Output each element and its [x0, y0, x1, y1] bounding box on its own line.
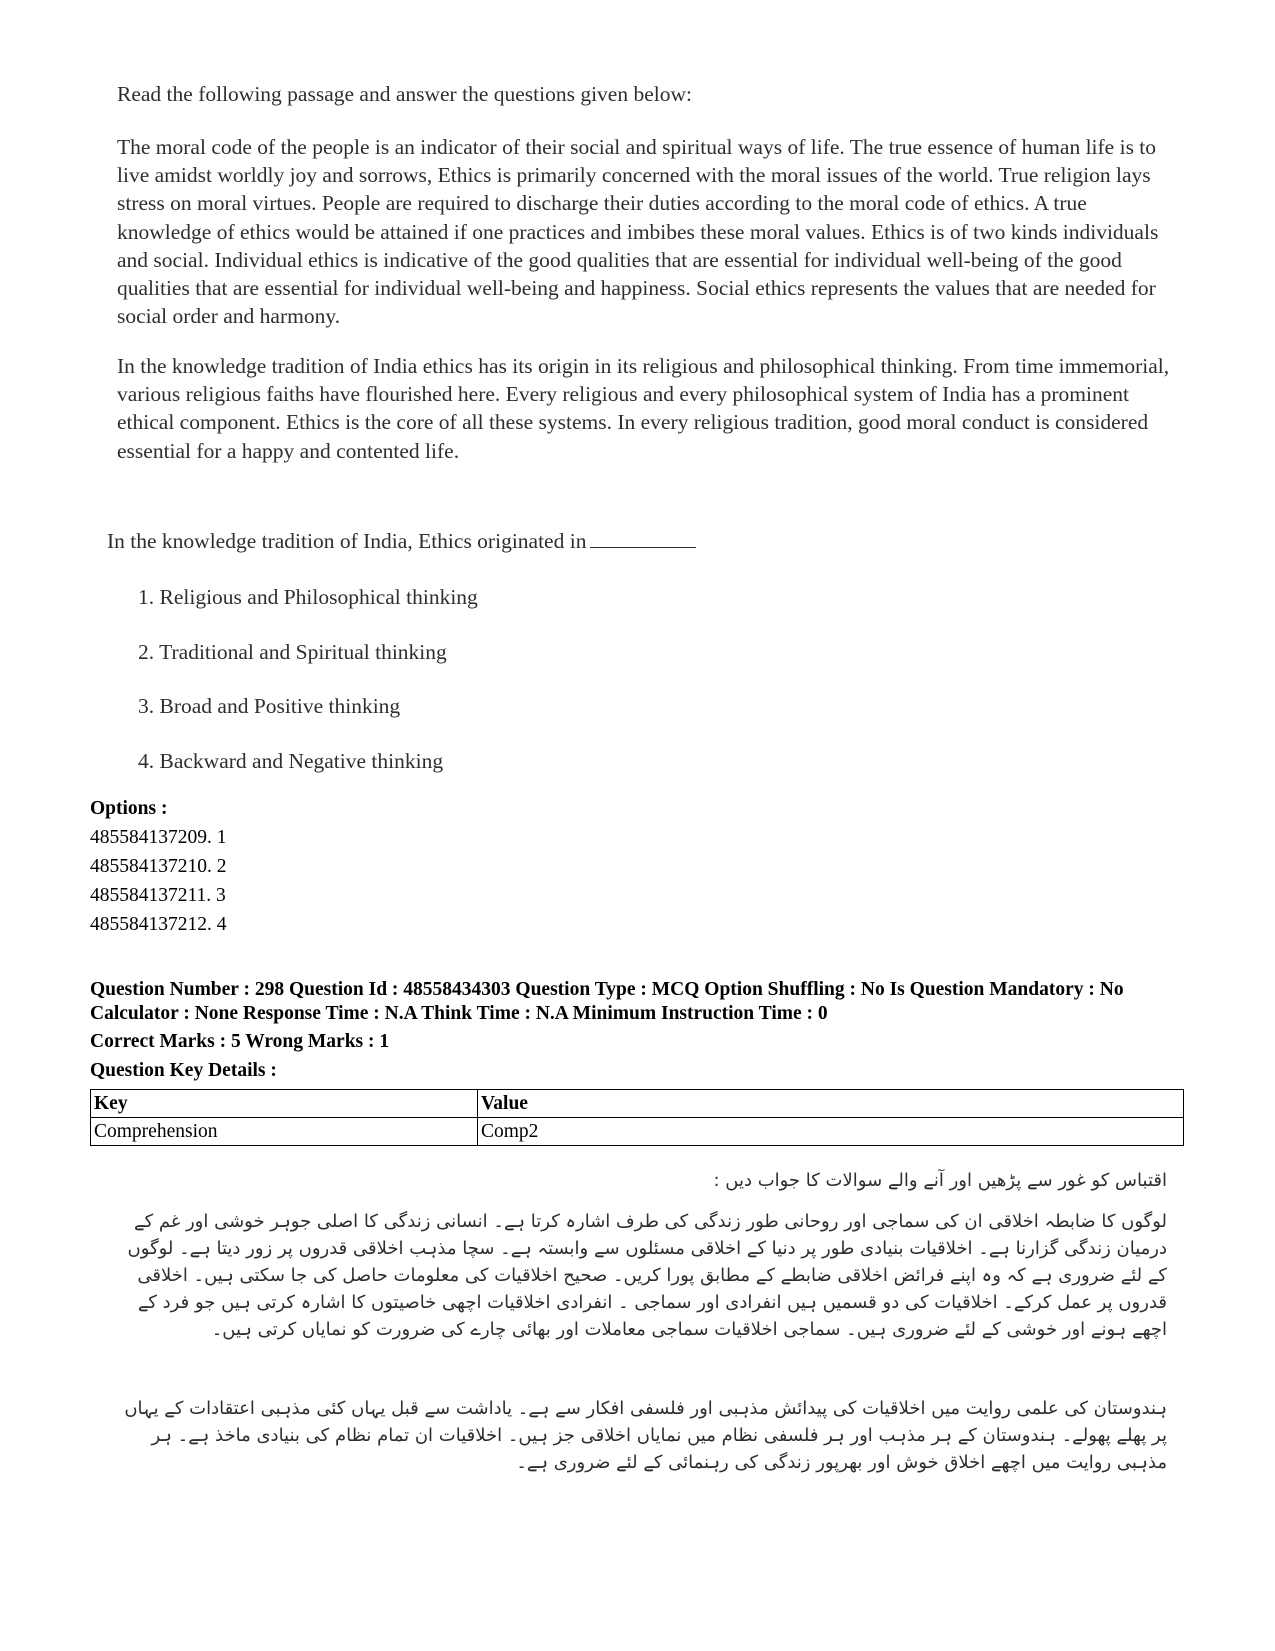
question-stem — [107, 529, 696, 554]
options-heading: Options : — [90, 798, 168, 819]
option-id-4: 485584137212. 4 — [90, 914, 227, 935]
question-text: In the knowledge tradition of India, Ethics originated in — [107, 529, 587, 553]
option-id-3: 485584137211. 3 — [90, 885, 226, 906]
question-metadata: Question Number : 298 Question Id : 48558434303 Question Type : MCQ Option Shuffling : No Is Question Mandatory : No Calculator : None Response Time : N.A Think Time : N.A Minimum Instruction Time : 0 — [90, 979, 1124, 1024]
urdu-instruction: اقتباس کو غور سے پڑھیں اور آنے والے سوالات کا جواب دیں : — [713, 1170, 1167, 1191]
option-id-1: 485584137209. 1 — [90, 827, 227, 848]
answer-blank — [590, 529, 696, 548]
marks-line: Correct Marks : 5 Wrong Marks : 1 — [90, 1031, 390, 1052]
choice-1: 1. Religious and Philosophical thinking — [138, 585, 478, 609]
table-header-key: Key — [91, 1090, 478, 1118]
urdu-paragraph-1: لوگوں کا ضابطہ اخلاقی ان کی سماجی اور روحانی طور زندگی کی طرف اشارہ کرتا ہے۔ انسانی زندگی کا اصلی جوہر خوشی اور غم کے درمیان زندگی گزارنا ہے۔ اخلاقیات بنیادی طور پر دنیا کے اخلاقی مسئلوں سے وابستہ ہے۔ سچا مذہب اخلاقی قدروں پر زور دیتا ہے۔ لوگوں کے لئے ضروری ہے کہ وہ اپنے فرائض اخلاقی ضابطے کے مطابق پورا کریں۔ صحیح اخلاقیات کی معلومات حاصل کی جا سکتی ہیں۔ اخلاقی قدروں پر عمل کرکے۔ اخلاقیات کی دو قسمیں ہیں انفرادی اور سماجی ۔ انفرادی اخلاقیات اچھی خاصیتوں کا اشارہ کرتی ہیں جو فرد کے اچھے ہونے اور خوشی کے لئے ضروری ہیں۔ سماجی اخلاقیات سماجی معاملات اور بھائی چارے کی ضرورت کو نمایاں کرتی ہیں۔ — [127, 1211, 1167, 1340]
choice-2: 2. Traditional and Spiritual thinking — [138, 640, 447, 664]
table-row — [91, 1118, 1184, 1146]
key-details-table — [90, 1089, 1184, 1146]
option-id-2: 485584137210. 2 — [90, 856, 227, 877]
key-details-heading: Question Key Details : — [90, 1060, 277, 1081]
passage-paragraph-1: The moral code of the people is an indicator of their social and spiritual ways of life. The true essence of human life is to live amidst worldly joy and sorrows, Ethics is primarily concerned with the moral issues of the world. True religion lays stress on moral virtues. People are required to discharge their duties according to the moral code of ethics. A true knowledge of ethics would be attained if one practices and imbibes these moral values. Ethics is of two kinds individuals and social. Individual ethics is indicative of the good qualities that are essential for individual well-being of the good qualities that are essential for individual well-being and happiness. Social ethics represents the values that are needed for social order and harmony. — [117, 135, 1159, 329]
table-header-value: Value — [478, 1090, 1184, 1118]
choice-4: 4. Backward and Negative thinking — [138, 749, 444, 773]
passage-instruction: Read the following passage and answer the questions given below: — [117, 82, 692, 106]
table-cell-value: Comp2 — [478, 1118, 1184, 1146]
urdu-paragraph-2: ہندوستان کی علمی روایت میں اخلاقیات کی پیدائش مذہبی اور فلسفی افکار سے ہے۔ یاداشت سے قبل یہاں کئی مذہبی اعتقادات کے یہاں پر پھلے پھولے۔ ہندوستان کے ہر مذہب اور ہر فلسفی نظام میں نمایاں اخلاقی جز ہیں۔ اخلاقیات ان تمام نظام کی بنیادی ماخذ ہے۔ ہر مذہبی روایت میں اچھے اخلاق خوش اور بھرپور زندگی کی رہنمائی کے لئے ضروری ہے۔ — [124, 1398, 1167, 1473]
choice-3: 3. Broad and Positive thinking — [138, 694, 401, 718]
passage-paragraph-2: In the knowledge tradition of India ethics has its origin in its religious and philosophical thinking. From time immemorial, various religious faiths have flourished here. Every religious and every philosophical system of India has a prominent ethical component. Ethics is the core of all these systems. In every religious tradition, good moral conduct is considered essential for a happy and contented life. — [117, 354, 1170, 463]
table-cell-key: Comprehension — [91, 1118, 478, 1146]
table-header-row — [91, 1090, 1184, 1118]
